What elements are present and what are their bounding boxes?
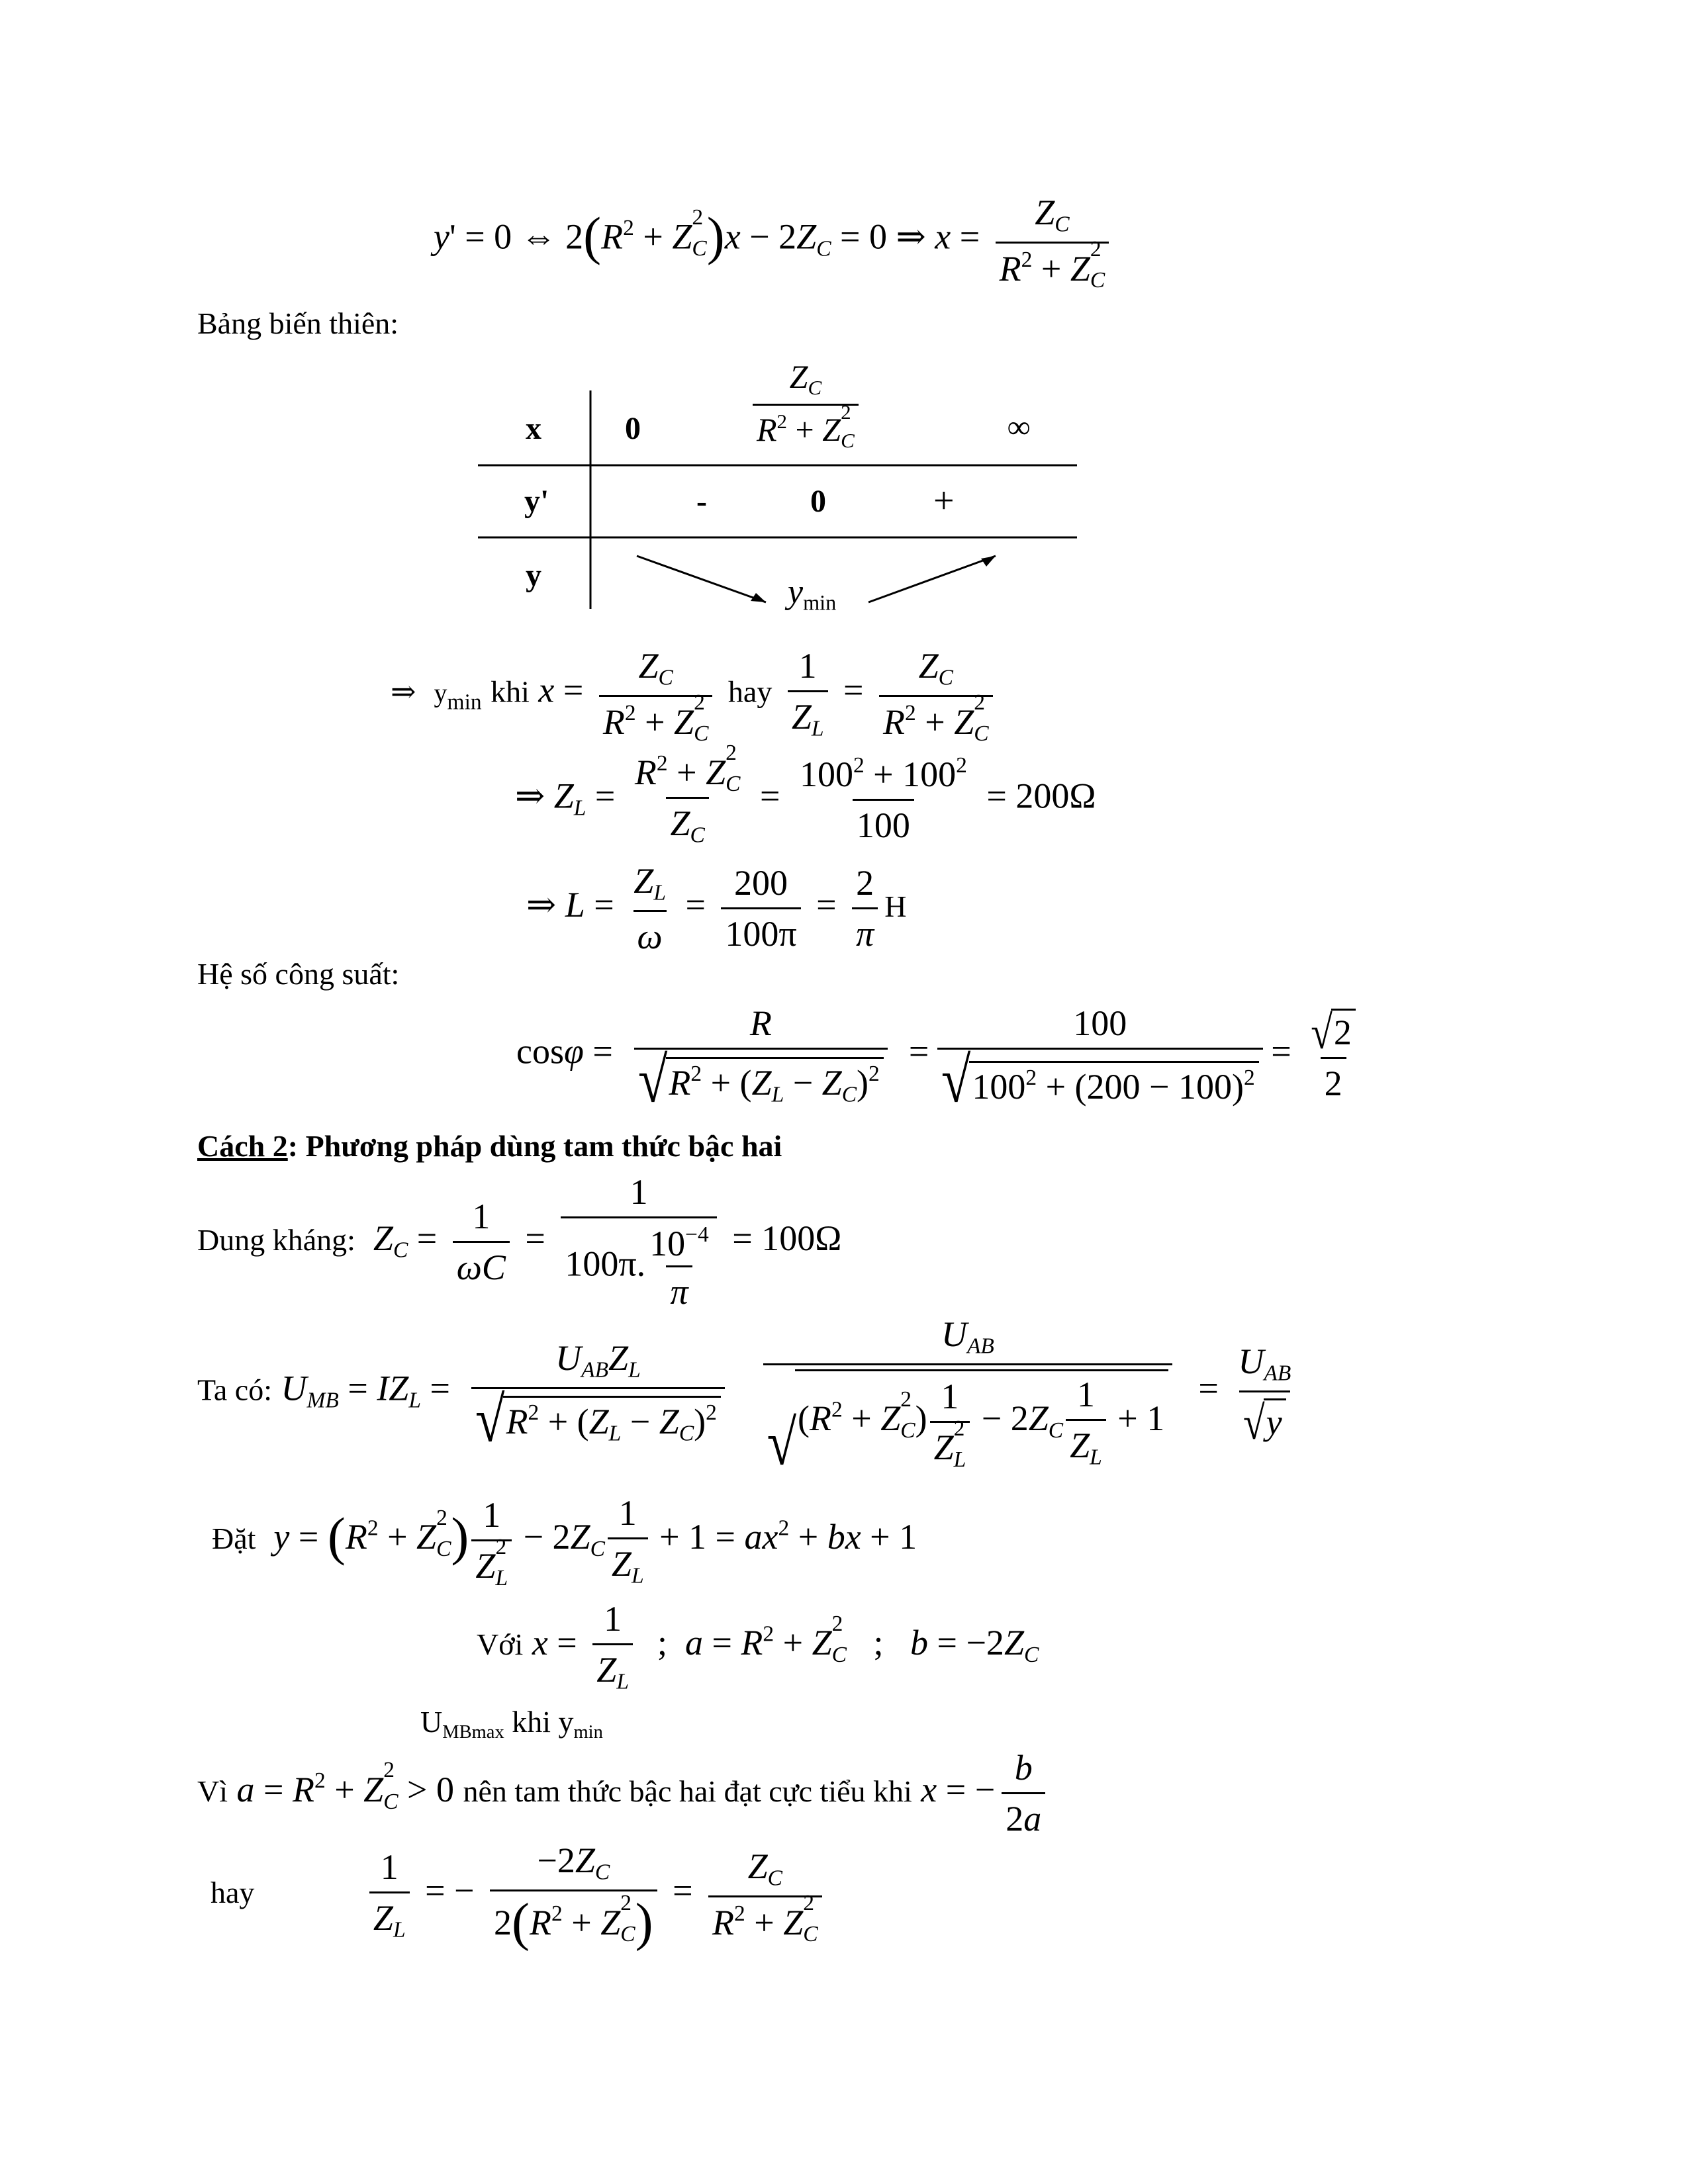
- equation-final-condition: hay $\frac{1}{Z_L}$ = − $-2Z_C$ $2(R^2 + Z$ 2 C) = $Z_C$ $R^2 + Z$ 2 C: [211, 1840, 829, 1949]
- heading-he-so-cong-suat: Hệ số công suất:: [197, 957, 400, 991]
- equation-voltage-umb: Ta có: $U_{MB} = IZ_L$ = $U_{AB}Z_L$ √ $R^2 + (Z_L - Z_C)^2$ $U_{AB}$ √ ($R^2 + Z$ 2 C) 1 Z 2 L − $2Z_C$ $\frac{1}{Z_L}$ + 1 = $U_{AB}$ √ y: [197, 1314, 1291, 1479]
- heading-cach-2: Cách 2: Phương pháp dùng tam thức bậc hai: [197, 1129, 782, 1163]
- row-label-x: x: [526, 411, 541, 446]
- equation-derivative-zero: y' = 0 ⇔ $2(R^2 + Z$ 2 $C)x - 2Z_C = 0$ ⇒ x = $Z_C$ $R^2 + Z$ 2 C: [434, 192, 1115, 289]
- equation-inductance: ⇒ L = $\frac{Z_L}{\omega}$ = $\frac{200}{100\pi}$ = $\frac{2}{\pi}$ H: [526, 861, 907, 956]
- equation-minimum-condition: Vì $a = R^2 + Z$ 2 C > 0 nên tam thức bậc hai đạt cực tiểu khi x = − $\frac{b}{2a}$: [197, 1747, 1052, 1839]
- x-value-0: 0: [625, 411, 641, 446]
- x-value-critical: $Z_C$ $R^2 + Z$ 2 C: [753, 357, 859, 449]
- yprime-zero: 0: [810, 484, 826, 519]
- variation-table: [478, 357, 1087, 615]
- equation-define-y: Đặt $y = (R^2 + Z$ 2 C) 1 Z 2 L − $2Z_C$ $\frac{1}{Z_L}$ + $1 = ax^2$ + bx + 1: [212, 1493, 917, 1591]
- equation-power-factor: cosφ = R √ $R^2 + (Z_L - Z_C)^2$ = 100 √ $100^2 + (200 - 100)^2$ = √ 2 2: [516, 1003, 1366, 1107]
- text-umbmax-condition: $U_{MBmax}$ khi $y_{min}$: [420, 1705, 603, 1743]
- equation-capacitive-reactance: Dung kháng: $Z_C$ = $\frac{1}{\omega C}$ = 1 100π. $\frac{10^{-4}}{\pi}$ = 100Ω: [197, 1172, 842, 1312]
- row-label-y: y: [526, 558, 541, 593]
- yprime-positive: +: [933, 480, 955, 522]
- row-label-yprime: y': [524, 484, 549, 519]
- yprime-negative: -: [696, 484, 707, 519]
- heading-bang-bien-thien: Bảng biến thiên:: [197, 306, 399, 340]
- equation-coefficients: Với x = $\frac{1}{Z_L}$ ; $a = R^2 + Z$ 2 C ; $b = -2Z_C$: [477, 1599, 1039, 1694]
- equation-ymin-condition: ⇒ $y_{min}$ khi x = $Z_C$ $R^2 + Z$ 2 C hay $\frac{1}{Z_L}$ = $Z_C$ $R^2 + Z$ 2 C: [391, 645, 1000, 742]
- equation-zl-result: ⇒ $Z_L$ = $R^2 + Z$ 2 C $Z_C$ = $\frac{100^2 + 100^2}{100}$ = 200Ω: [515, 741, 1096, 848]
- x-value-infinity: ∞: [1008, 410, 1031, 445]
- y-min-value: $y_{min}$: [788, 573, 837, 615]
